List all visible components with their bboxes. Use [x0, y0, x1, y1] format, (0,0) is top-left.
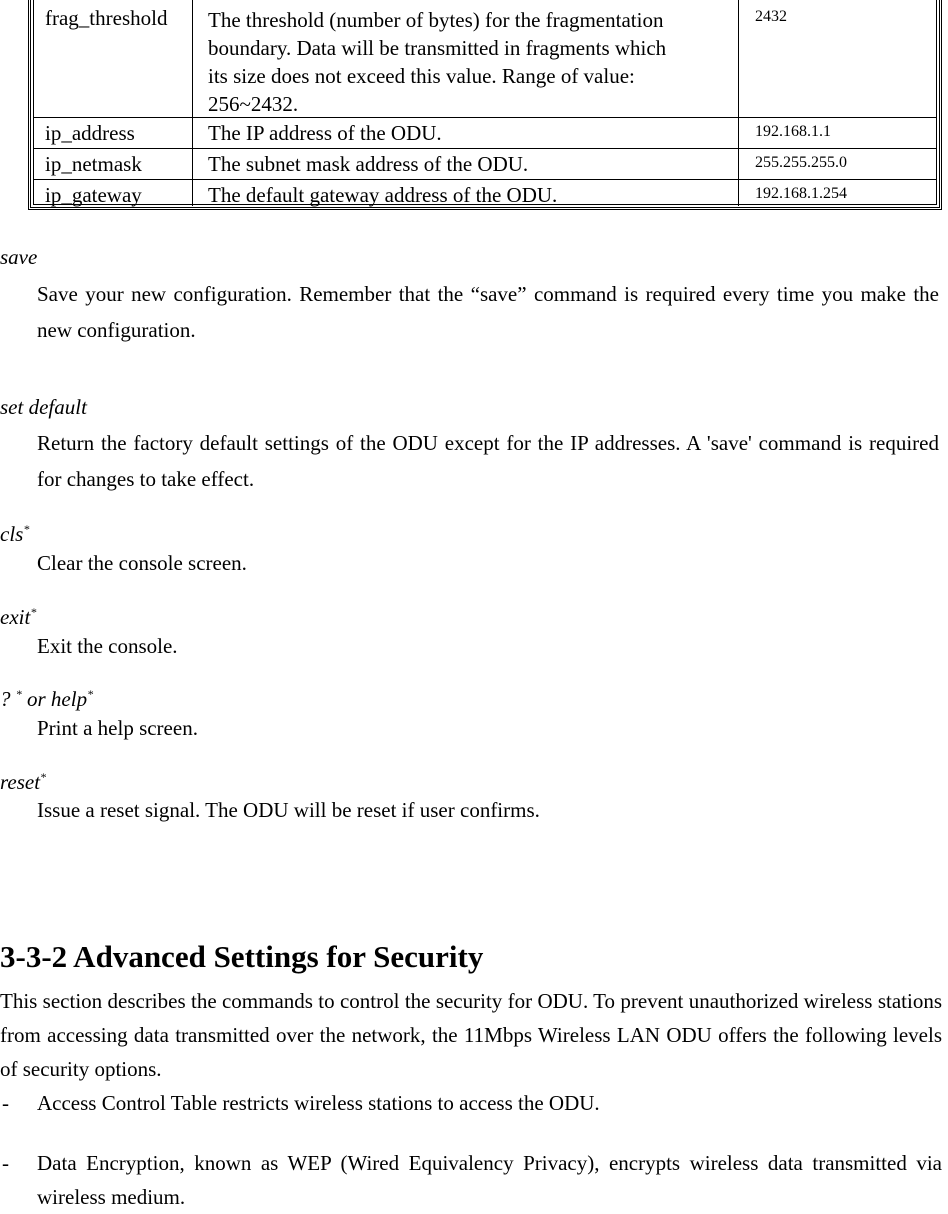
- table-row: [34, 149, 936, 180]
- command-name-reset: reset*: [0, 770, 47, 794]
- command-description-save: Save your new configuration. Remember that the “save” command is required every time you make the new configuration.: [37, 282, 939, 342]
- command-name-exit: exit*: [0, 605, 37, 629]
- bullet-dash: -: [2, 1091, 9, 1115]
- bullet-dash: -: [2, 1151, 9, 1175]
- description-cell: The IP address of the ODU.: [193, 118, 739, 148]
- command-description-help: Print a help screen.: [37, 716, 198, 740]
- config-table: [28, 0, 942, 210]
- default-cell: 192.168.1.1: [755, 123, 831, 140]
- description-cell: The subnet mask address of the ODU.: [193, 149, 739, 179]
- param-cell: ip_gateway: [34, 180, 193, 206]
- command-description-reset: Issue a reset signal. The ODU will be reset if user confirms.: [37, 798, 540, 822]
- command-description-exit: Exit the console.: [37, 634, 178, 658]
- default-cell: 255.255.255.0: [755, 154, 847, 171]
- command-name-help: ? * or help*: [0, 687, 94, 711]
- section-heading: 3-3-2 Advanced Settings for Security: [0, 939, 484, 974]
- description-cell: The threshold (number of bytes) for the fragmentation boundary. Data will be transmitted in fragments which its size does not exceed this value. Range of value: 256~2432.: [193, 0, 739, 117]
- default-cell: 2432: [755, 8, 787, 25]
- footnote-star: *: [87, 687, 94, 701]
- bullet-text: Access Control Table restricts wireless stations to access the ODU.: [37, 1091, 600, 1115]
- command-name-cls: cls*: [0, 522, 30, 546]
- footnote-star: *: [23, 522, 30, 536]
- section-intro: This section describes the commands to control the security for ODU. To prevent unauthorized wireless stations from accessing data transmitted over the network, the 11Mbps Wireless LAN ODU offers the following levels of security options.: [0, 989, 942, 1081]
- footnote-star: *: [30, 605, 37, 619]
- footnote-star: *: [15, 687, 22, 701]
- bullet-text: Data Encryption, known as WEP (Wired Equivalency Privacy), encrypts wireless data transmitted via wireless medium.: [37, 1151, 942, 1209]
- table-row: [34, 180, 936, 206]
- footnote-star: *: [40, 770, 47, 784]
- command-description-cls: Clear the console screen.: [37, 551, 247, 575]
- default-cell: 192.168.1.254: [755, 185, 847, 202]
- description-cell: The default gateway address of the ODU.: [193, 180, 739, 206]
- command-name-set-default: set default: [0, 395, 87, 419]
- param-cell: frag_threshold: [34, 0, 193, 117]
- param-cell: ip_address: [34, 118, 193, 148]
- command-name-save: save: [0, 245, 38, 269]
- table-row: [34, 118, 936, 149]
- command-description-set-default: Return the factory default settings of the ODU except for the IP addresses. A 'save' command is required for changes to take effect.: [37, 431, 939, 491]
- config-table-inner: [33, 0, 937, 205]
- param-cell: ip_netmask: [34, 149, 193, 179]
- table-row: [34, 0, 936, 118]
